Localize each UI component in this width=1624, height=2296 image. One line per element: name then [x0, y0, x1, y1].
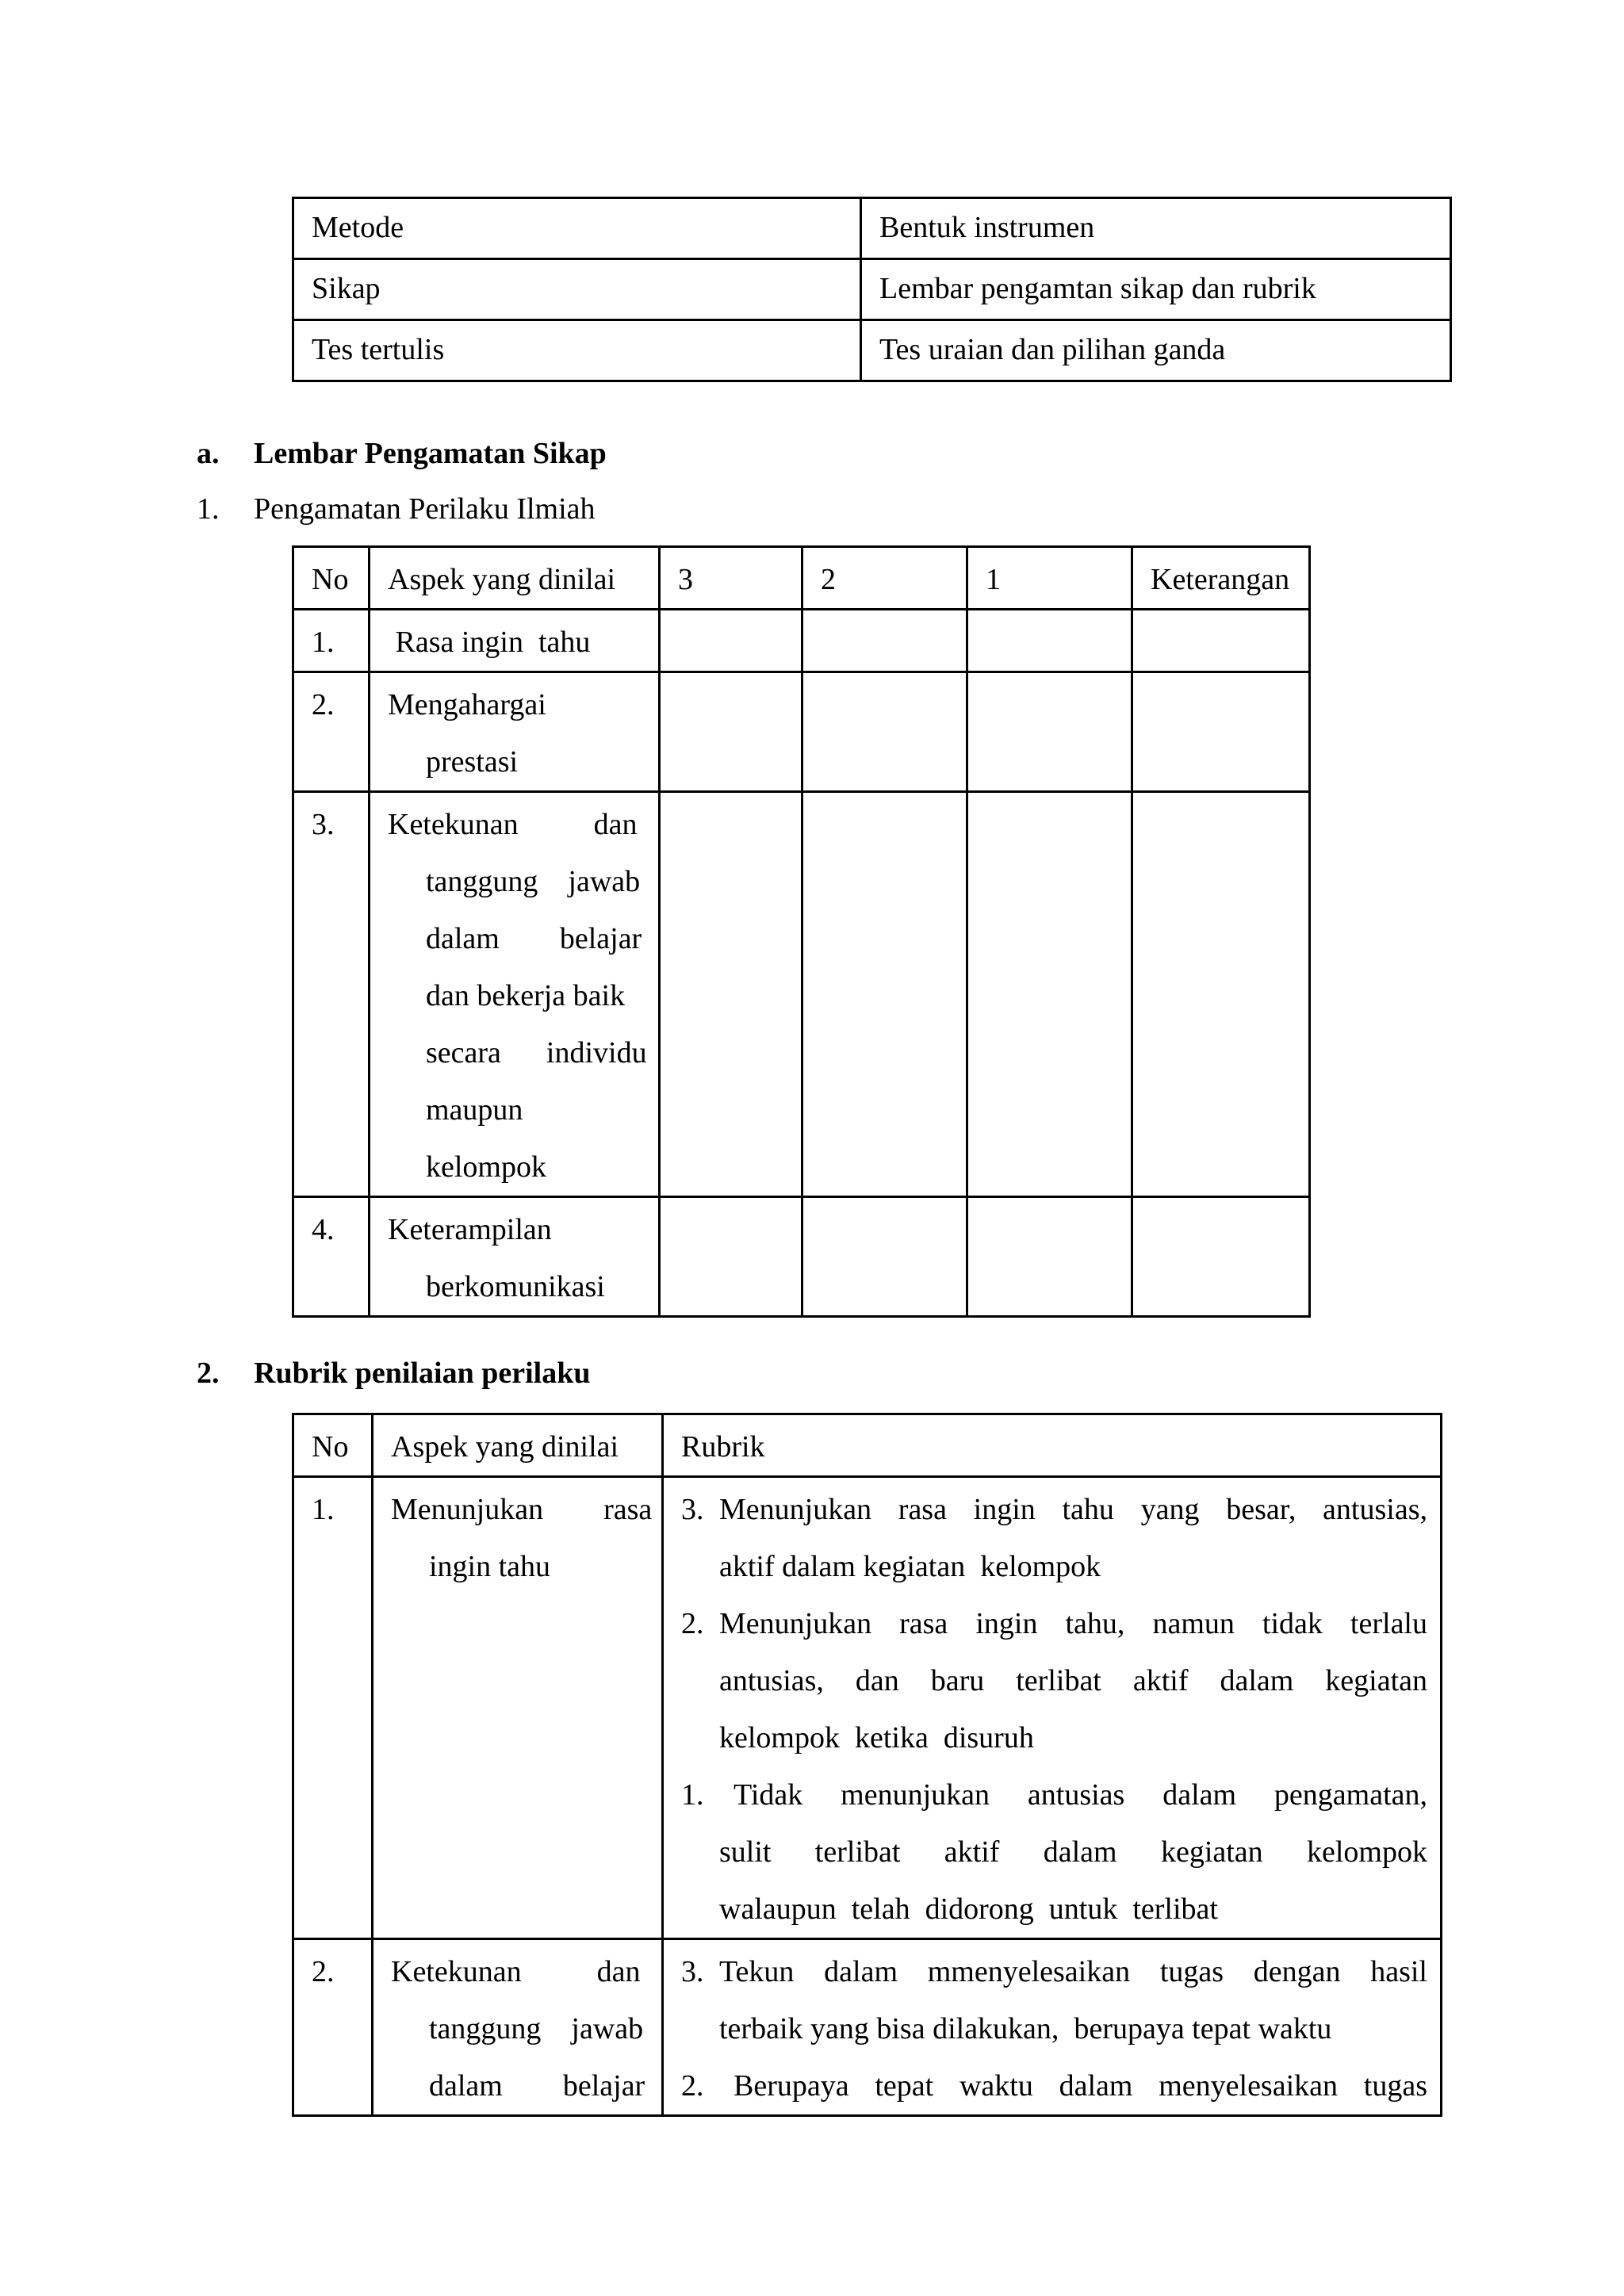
- rubric-text: Berupaya tepat waktu dalam menyelesaikan tugas: [733, 2069, 1427, 2103]
- aspect-cell: [373, 1939, 663, 2116]
- aspect-cell: [373, 1477, 663, 1939]
- aspect-text: tanggung jawab: [429, 2012, 644, 2045]
- rubric-text: Tekun dalam mmenyelesaikan tugas dengan hasil: [719, 1955, 1427, 1988]
- aspect-text: prestasi: [426, 745, 519, 779]
- score-2-cell: [802, 672, 967, 792]
- method-cell: Sikap: [293, 259, 861, 320]
- aspect-text: tanggung jawab: [426, 865, 641, 898]
- rubric-table: [292, 1413, 1442, 2117]
- aspect-text: dalam belajar: [426, 922, 642, 955]
- aspect-cell: [370, 1197, 660, 1317]
- table-row: [293, 259, 1451, 320]
- instrument-cell: Lembar pengamtan sikap dan rubrik: [861, 259, 1451, 320]
- score-2-cell: [802, 1197, 967, 1317]
- table-row: [293, 610, 1310, 672]
- section-1-heading: [197, 485, 596, 533]
- methods-header-cell: Metode: [293, 198, 861, 259]
- header-cell: No: [293, 1414, 373, 1477]
- section-marker: 2.: [197, 1357, 220, 1390]
- row-number: 2.: [293, 1939, 373, 2116]
- note-cell: [1132, 792, 1310, 1197]
- method-cell: Tes tertulis: [293, 320, 861, 381]
- header-cell: Rubrik: [663, 1414, 1442, 1477]
- aspect-text: dalam belajar: [429, 2069, 645, 2103]
- score-2-cell: [802, 610, 967, 672]
- rubric-score: 2.: [681, 2069, 704, 2103]
- score-3-cell: [660, 792, 802, 1197]
- aspect-text: Ketekunan dan: [391, 1955, 641, 1988]
- rubric-text: aktif dalam kegiatan kelompok: [719, 1550, 1101, 1583]
- rubric-text: antusias, dan baru terlibat aktif dalam kegiatan: [719, 1664, 1427, 1697]
- rubric-item: [681, 1766, 1427, 1938]
- table-row: [293, 1939, 1442, 2116]
- aspect-cell: [370, 792, 660, 1197]
- row-number: 2.: [293, 672, 370, 792]
- header-cell: Aspek yang dinilai: [373, 1414, 663, 1477]
- aspect-text: Mengahargai: [388, 688, 546, 721]
- header-cell: Keterangan: [1132, 547, 1310, 610]
- observation-header-row: [293, 547, 1310, 610]
- header-cell: No: [293, 547, 370, 610]
- row-number: 4.: [293, 1197, 370, 1317]
- table-row: [293, 792, 1310, 1197]
- rubric-text: Menunjukan rasa ingin tahu, namun tidak terlalu: [719, 1607, 1427, 1640]
- rubric-item: [681, 1943, 1427, 2057]
- aspect-text: Keterampilan: [388, 1213, 552, 1246]
- rubric-item: [681, 1481, 1427, 1595]
- section-marker: a.: [197, 437, 220, 470]
- aspect-text: Ketekunan dan: [388, 808, 638, 841]
- table-row: [293, 1197, 1310, 1317]
- methods-header-cell: Bentuk instrumen: [861, 198, 1451, 259]
- aspect-cell: [370, 672, 660, 792]
- section-marker: 1.: [197, 492, 220, 526]
- note-cell: [1132, 1197, 1310, 1317]
- rubric-score: 3.: [681, 1955, 704, 1988]
- score-1-cell: [967, 1197, 1132, 1317]
- header-cell: 2: [802, 547, 967, 610]
- table-row: [293, 672, 1310, 792]
- instrument-cell: Tes uraian dan pilihan ganda: [861, 320, 1451, 381]
- section-2-heading: [197, 1349, 590, 1397]
- rubric-text: walaupun telah didorong untuk terlibat: [719, 1892, 1218, 1926]
- aspect-text: ingin tahu: [429, 1550, 551, 1583]
- aspect-text: dan bekerja baik: [426, 979, 626, 1012]
- aspect-text: Menunjukan rasa: [391, 1493, 653, 1526]
- score-1-cell: [967, 610, 1132, 672]
- rubric-score: 1.: [681, 1778, 704, 1812]
- rubric-cell: [663, 1939, 1442, 2116]
- section-title: Rubrik penilaian perilaku: [254, 1357, 591, 1390]
- header-cell: Aspek yang dinilai: [370, 547, 660, 610]
- aspect-text: maupun: [426, 1093, 523, 1127]
- note-cell: [1132, 672, 1310, 792]
- rubric-text: terbaik yang bisa dilakukan, berupaya tepat waktu: [719, 2012, 1332, 2045]
- aspect-text: kelompok: [426, 1150, 546, 1184]
- rubric-item: [681, 2057, 1427, 2114]
- score-1-cell: [967, 792, 1132, 1197]
- aspect-text: secara individu: [426, 1036, 647, 1070]
- rubric-text: Tidak menunjukan antusias dalam pengamatan,: [733, 1778, 1427, 1812]
- table-row: [293, 1477, 1442, 1939]
- header-cell: 1: [967, 547, 1132, 610]
- score-3-cell: [660, 1197, 802, 1317]
- rubric-text: kelompok ketika disuruh: [719, 1721, 1034, 1755]
- rubric-score: 3.: [681, 1493, 704, 1526]
- section-a-heading: [197, 430, 607, 477]
- aspect-text: Rasa ingin tahu: [388, 626, 591, 659]
- score-1-cell: [967, 672, 1132, 792]
- note-cell: [1132, 610, 1310, 672]
- rubric-header-row: [293, 1414, 1442, 1477]
- aspect-cell: [370, 610, 660, 672]
- score-3-cell: [660, 672, 802, 792]
- rubric-score: 2.: [681, 1607, 704, 1640]
- rubric-cell: [663, 1477, 1442, 1939]
- section-title: Pengamatan Perilaku Ilmiah: [254, 492, 596, 526]
- methods-header-row: [293, 198, 1451, 259]
- table-row: [293, 320, 1451, 381]
- score-2-cell: [802, 792, 967, 1197]
- observation-table: [292, 545, 1311, 1318]
- section-title: Lembar Pengamatan Sikap: [254, 437, 607, 470]
- methods-table: [292, 197, 1452, 382]
- rubric-text: Menunjukan rasa ingin tahu yang besar, antusias,: [719, 1493, 1427, 1526]
- rubric-text: sulit terlibat aktif dalam kegiatan kelompok: [719, 1835, 1427, 1869]
- aspect-text: berkomunikasi: [426, 1270, 605, 1303]
- header-cell: 3: [660, 547, 802, 610]
- score-3-cell: [660, 610, 802, 672]
- row-number: 3.: [293, 792, 370, 1197]
- rubric-item: [681, 1595, 1427, 1766]
- row-number: 1.: [293, 1477, 373, 1939]
- row-number: 1.: [293, 610, 370, 672]
